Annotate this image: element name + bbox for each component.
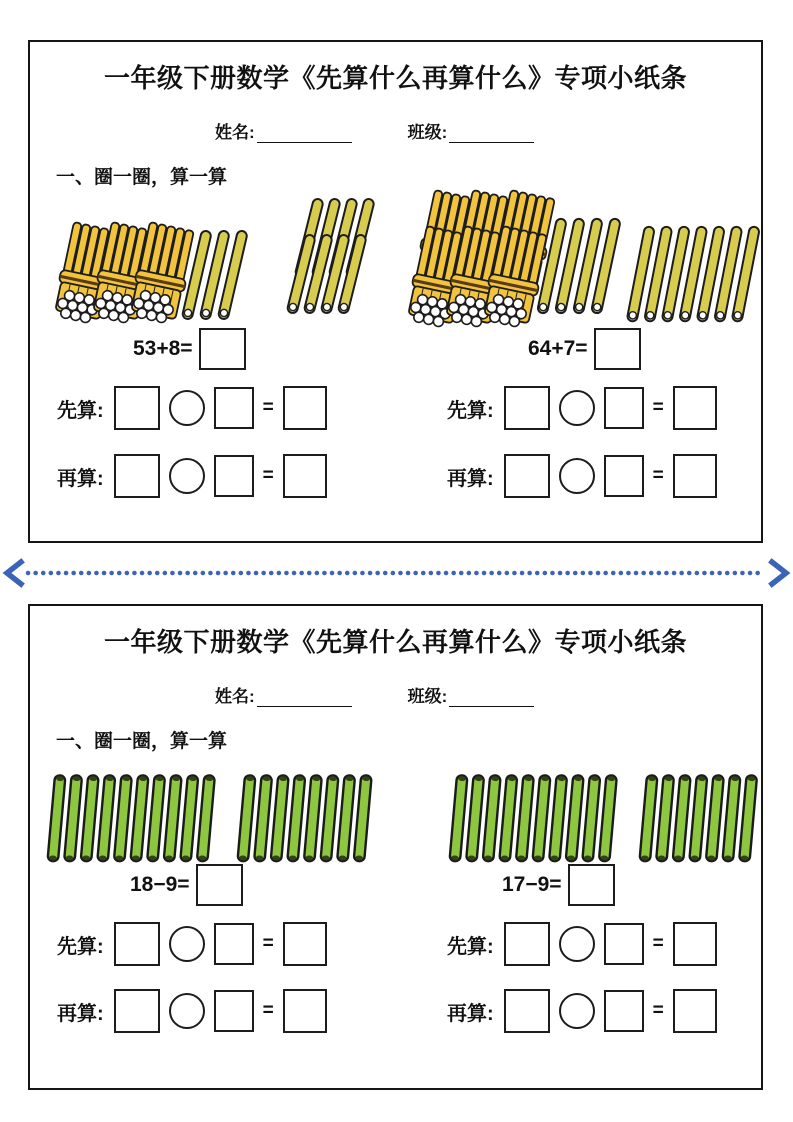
operator-circle[interactable] [559, 458, 595, 494]
operand-box[interactable] [604, 923, 644, 965]
result-box[interactable] [283, 989, 327, 1033]
equals-sign: = [652, 933, 664, 954]
second-calc-row [57, 454, 327, 498]
stick-bundles-illustration [415, 190, 760, 335]
first-calc-label: 先算: [57, 399, 104, 422]
second-calc-label: 再算: [57, 467, 104, 490]
equation-text: 18−9= [130, 873, 190, 896]
operand-box[interactable] [504, 989, 550, 1033]
equation-line [133, 328, 246, 370]
answer-box[interactable] [196, 864, 243, 906]
name-class-row [215, 118, 534, 143]
equals-sign: = [262, 933, 274, 954]
operator-circle[interactable] [559, 926, 595, 962]
equals-sign: = [652, 1000, 664, 1021]
operator-circle[interactable] [169, 458, 205, 494]
worksheet-panel-bottom [28, 604, 763, 1090]
equals-sign: = [652, 397, 664, 418]
left-arrow-icon [7, 562, 21, 584]
first-calc-label: 先算: [447, 935, 494, 958]
second-calc-row [57, 989, 327, 1033]
worksheet-title: 一年级下册数学《先算什么再算什么》专项小纸条 [103, 63, 687, 93]
first-calc-label: 先算: [447, 399, 494, 422]
name-blank-line[interactable] [257, 123, 352, 143]
equation-text: 17−9= [502, 873, 562, 896]
equals-sign: = [262, 465, 274, 486]
equals-sign: = [262, 1000, 274, 1021]
name-class-row [215, 682, 534, 707]
green-sticks-illustration [449, 772, 776, 867]
equals-sign: = [652, 465, 664, 486]
operator-circle[interactable] [169, 926, 205, 962]
answer-box[interactable] [199, 328, 246, 370]
operand-box[interactable] [604, 455, 644, 497]
class-label: 班级: [407, 687, 448, 706]
cut-line-divider [0, 558, 793, 588]
equation-line [502, 864, 615, 906]
first-calc-row [447, 922, 717, 966]
result-box[interactable] [283, 454, 327, 498]
operand-box[interactable] [504, 386, 550, 430]
name-label: 姓名: [215, 123, 255, 142]
first-calc-row [57, 386, 327, 430]
operand-box[interactable] [214, 923, 254, 965]
operand-box[interactable] [114, 454, 160, 498]
equation-line [528, 328, 641, 370]
result-box[interactable] [283, 922, 327, 966]
operand-box[interactable] [604, 990, 644, 1032]
operator-circle[interactable] [169, 390, 205, 426]
operator-circle[interactable] [559, 993, 595, 1029]
second-calc-label: 再算: [57, 1002, 104, 1025]
operand-box[interactable] [504, 454, 550, 498]
second-calc-label: 再算: [447, 467, 494, 490]
name-label: 姓名: [215, 687, 255, 706]
operand-box[interactable] [214, 455, 254, 497]
operator-circle[interactable] [559, 390, 595, 426]
result-box[interactable] [673, 454, 717, 498]
first-calc-row [447, 386, 717, 430]
operand-box[interactable] [114, 989, 160, 1033]
answer-box[interactable] [568, 864, 615, 906]
section-heading: 一、圈一圈，算一算 [56, 167, 228, 188]
green-sticks-illustration [47, 772, 391, 867]
name-blank-line[interactable] [257, 687, 352, 707]
section-heading: 一、圈一圈，算一算 [56, 731, 228, 752]
class-label: 班级: [407, 123, 448, 142]
equation-text: 53+8= [133, 337, 193, 360]
class-blank-line[interactable] [449, 687, 534, 707]
operand-box[interactable] [114, 386, 160, 430]
equation-line [130, 864, 243, 906]
operand-box[interactable] [214, 990, 254, 1032]
worksheet-title: 一年级下册数学《先算什么再算什么》专项小纸条 [103, 627, 687, 657]
result-box[interactable] [673, 922, 717, 966]
class-blank-line[interactable] [449, 123, 534, 143]
operator-circle[interactable] [169, 993, 205, 1029]
worksheet-panel-top [28, 40, 763, 543]
second-calc-row [447, 989, 717, 1033]
second-calc-label: 再算: [447, 1002, 494, 1025]
right-arrow-icon [772, 562, 786, 584]
second-calc-row [447, 454, 717, 498]
result-box[interactable] [283, 386, 327, 430]
first-calc-row [57, 922, 327, 966]
equation-text: 64+7= [528, 337, 588, 360]
operand-box[interactable] [214, 387, 254, 429]
equals-sign: = [262, 397, 274, 418]
stick-bundles-illustration [60, 190, 405, 335]
operand-box[interactable] [504, 922, 550, 966]
result-box[interactable] [673, 386, 717, 430]
result-box[interactable] [673, 989, 717, 1033]
operand-box[interactable] [604, 387, 644, 429]
first-calc-label: 先算: [57, 935, 104, 958]
operand-box[interactable] [114, 922, 160, 966]
answer-box[interactable] [594, 328, 641, 370]
